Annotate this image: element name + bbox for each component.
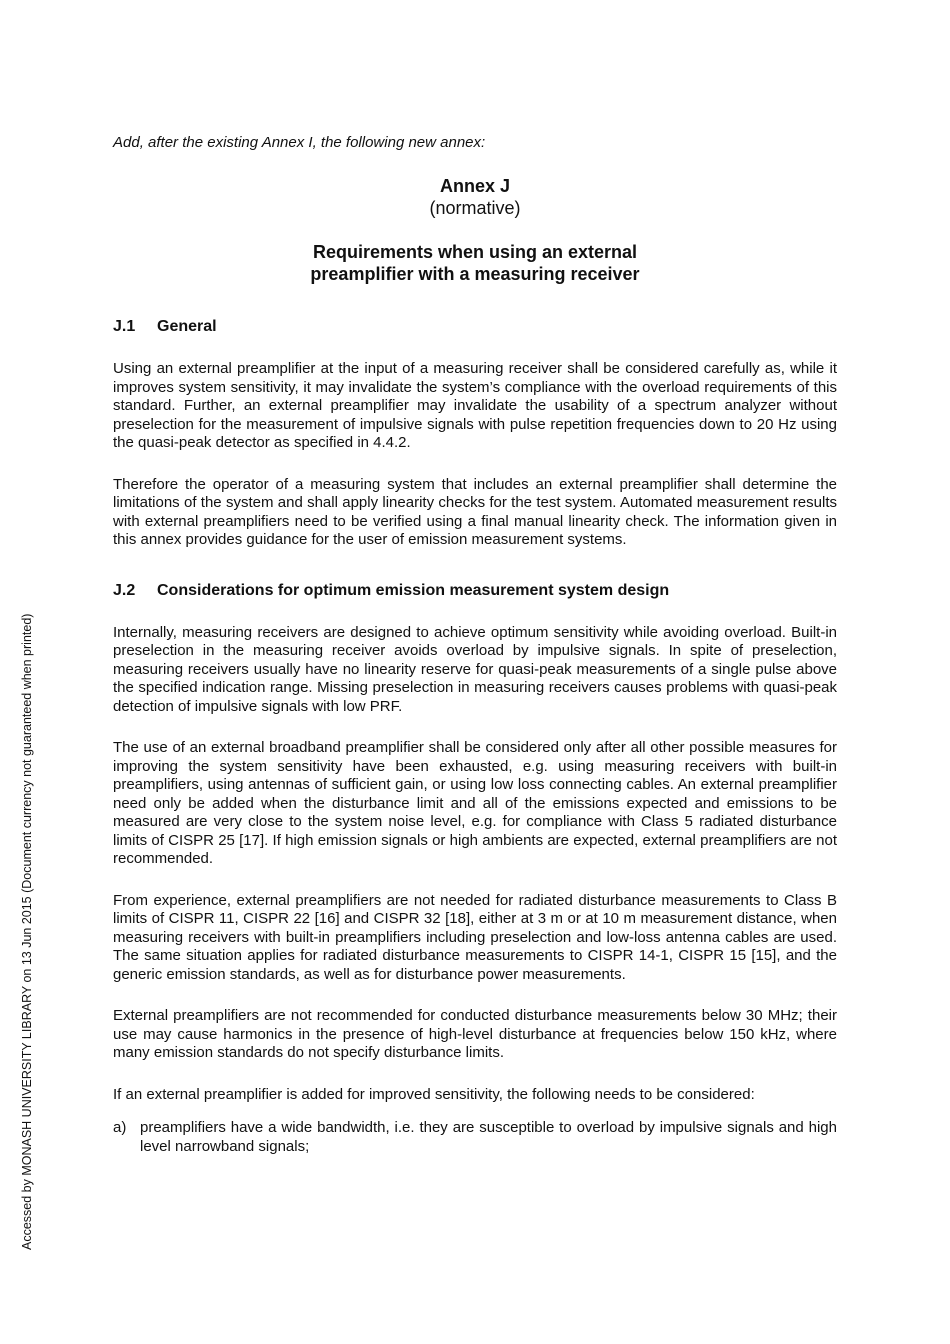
paragraph: From experience, external preamplifiers are not needed for radiated disturbance measurements to Class B limits of CISPR 11, CISPR 22 [16] and CISPR 32 [18], either at 3 m or at 10 m measurement distance, when measuring receivers with built-in preamplifiers including preselection and low-loss antenna cables are used. The same situation applies for radiated disturbance measurements to CISPR 14-1, CISPR 15 [15], and the generic emission standards, as well as for disturbance power measurements. xyxy=(113,891,837,983)
section-heading-j1 xyxy=(113,318,837,336)
paragraph: The use of an external broadband preamplifier shall be considered only after all other possible measures for improving the system sensitivity have been exhausted, e.g. using measuring receivers with built-in preamplifiers, using antennas of sufficient gain, or using low loss connecting cables. An external preamplifier need only be added when the disturbance limit and all of the emissions expected and emissions to be measured are very close to the system noise level, e.g. for compliance with Class 5 radiated disturbance limits of CISPR 25 [17]. If high emission signals or high ambients are expected, external preamplifiers are not recommended. xyxy=(113,739,837,867)
annex-heading-line1: Requirements when using an external xyxy=(312,242,638,262)
section-title: Considerations for optimum emission measurement system design xyxy=(157,581,670,599)
list-text: preamplifiers have a wide bandwidth, i.e. they are susceptible to overload by impulsive signals and high level narrowband signals; xyxy=(140,1119,837,1155)
section-title: General xyxy=(157,318,217,335)
section-heading-j2 xyxy=(113,582,837,600)
paragraph: If an external preamplifier is added for improved sensitivity, the following needs to be considered: xyxy=(113,1085,755,1103)
paragraph: Therefore the operator of a measuring system that includes an external preamplifier shall determine the limitations of the system and shall apply linearity checks for the test system. Automated measurement results with external preamplifiers need to be verified using a final manual linearity check. The information given in this annex provides guidance for the user of emission measurement systems. xyxy=(113,475,837,548)
paragraph: Internally, measuring receivers are designed to achieve optimum sensitivity while avoiding overload. Built-in preselection in the measuring receiver avoids overload by impulsive signals. In spite of preselection, measuring receivers usually have no linearity reserve for quasi-peak measurements of a single pulse above the specified indication range. Missing preselection in measuring receivers causes problems with quasi-peak detection of impulsive signals with low PRF. xyxy=(113,623,837,715)
list-item xyxy=(113,1119,837,1156)
access-watermark: Accessed by MONASH UNIVERSITY LIBRARY on 13 Jun 2015 (Document currency not guaranteed when printed) xyxy=(20,613,34,1250)
annex-subtitle: (normative) xyxy=(429,198,521,218)
paragraph: Using an external preamplifier at the input of a measuring receiver shall be considered carefully as, while it improves system sensitivity, it may invalidate the system’s compliance with the overload requirements of this standard. Further, an external preamplifier may invalidate the usability of a spectrum analyzer without preselection for the measurement of impulsive signals with pulse repetition frequencies down to 20 Hz using the quasi-peak detector as specified in 4.4.2. xyxy=(113,360,837,451)
annex-heading-line2: preamplifier with a measuring receiver xyxy=(310,264,640,284)
list-marker: a) xyxy=(113,1119,127,1136)
section-number: J.2 xyxy=(113,581,136,599)
section-number: J.1 xyxy=(113,318,136,335)
annex-heading xyxy=(113,241,837,285)
annex-title: Annex J xyxy=(439,176,511,196)
intro-instruction: Add, after the existing Annex I, the following new annex: xyxy=(113,134,486,151)
document-page xyxy=(113,134,837,1156)
paragraph: External preamplifiers are not recommended for conducted disturbance measurements below 30 MHz; their use may cause harmonics in the presence of high-level disturbance at frequencies below 150 kHz, where many emission standards do not specify disturbance limits. xyxy=(113,1007,837,1061)
